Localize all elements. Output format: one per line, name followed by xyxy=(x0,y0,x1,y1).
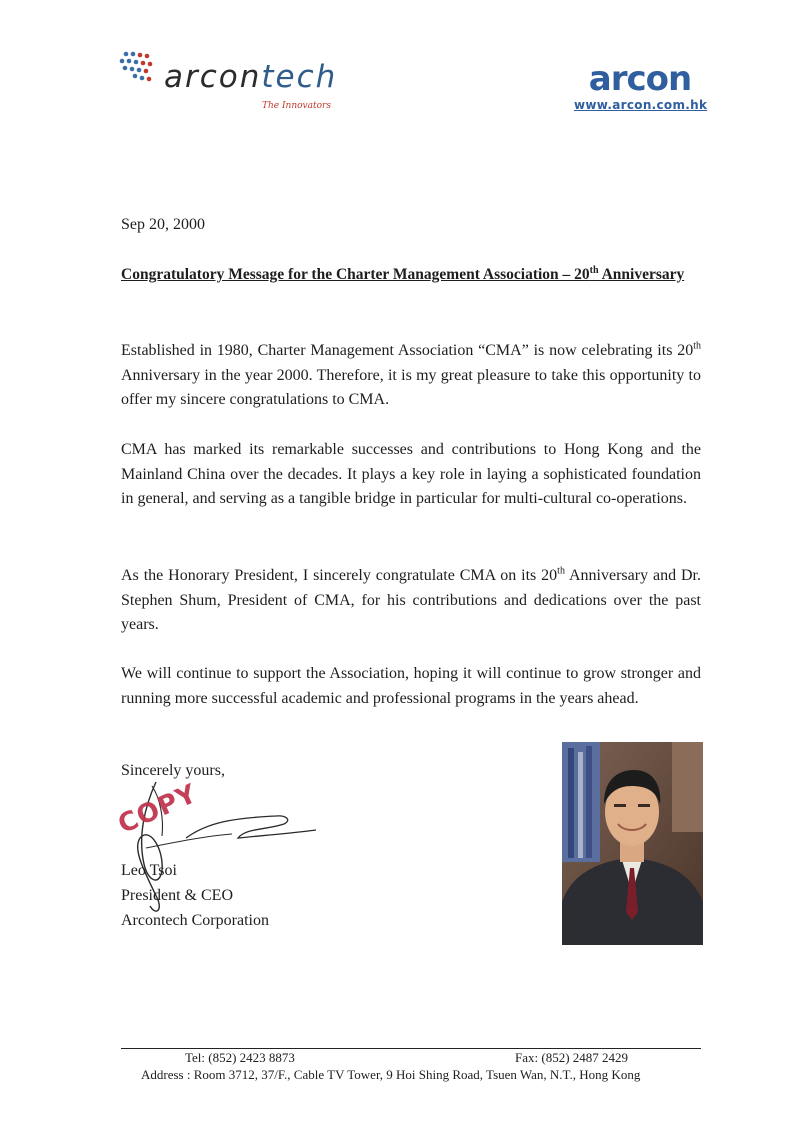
paragraph-1-sup: th xyxy=(693,340,701,352)
logo-tagline: The Innovators xyxy=(262,101,331,111)
logo-wordmark-tech: tech xyxy=(261,59,338,95)
footer-fax: Fax: (852) 2487 2429 xyxy=(515,1050,629,1065)
footer-tel: Tel: (852) 2423 8873 xyxy=(185,1050,295,1065)
paragraph-2: CMA has marked its remarkable successes and contributions to Hong Kong and the Mainland China over the decades. It plays a key role in laying a sophisticated foundation in general, and serving as a tangible bridge in particular for multi-cultural co-operations. xyxy=(121,441,701,507)
closing: Sincerely yours, xyxy=(121,762,225,779)
subject-sup: th xyxy=(589,264,599,276)
signatory-company: Arcontech Corporation xyxy=(121,912,269,929)
arcon-url: www.arcon.com.hk xyxy=(574,98,708,112)
paragraph-3-part1: As the Honorary President, I sincerely congratulate CMA on its 20 xyxy=(121,567,558,584)
footer-divider xyxy=(121,1048,701,1049)
paragraph-3-part2: Anniversary and Dr. Stephen Shum, President of CMA, for his contributions and dedications over the past years. xyxy=(121,567,701,633)
paragraph-3 xyxy=(121,564,701,638)
signatory-name: Leo Tsoi xyxy=(121,862,177,879)
portrait-photo xyxy=(562,742,703,945)
paragraph-1-part2: Anniversary in the year 2000. Therefore, it is my great pleasure to take this opportunity to offer my sincere congratulations to CMA. xyxy=(121,366,701,408)
copy-stamp: COPY xyxy=(113,778,202,840)
arcon-wordmark: arcon xyxy=(588,59,692,99)
paragraph-3-sup: th xyxy=(557,565,565,577)
subject-end: Anniversary xyxy=(598,266,685,283)
logo-wordmark xyxy=(164,59,338,95)
letter-date: Sep 20, 2000 xyxy=(121,216,205,233)
footer-address: Address : Room 3712, 37/F., Cable TV Tower, 9 Hoi Shing Road, Tsuen Wan, N.T., Hong Kong xyxy=(141,1067,641,1082)
paragraph-1-part1: Established in 1980, Charter Management Association “CMA” is now celebrating its 20 xyxy=(121,342,694,359)
letter-subject xyxy=(121,266,684,284)
portrait-image xyxy=(562,742,703,945)
subject-main: Congratulatory Message for the Charter Management Association – 20 xyxy=(121,266,590,283)
signatory-title: President & CEO xyxy=(121,887,233,904)
logo-dots-icon xyxy=(118,50,166,90)
arcon-logo xyxy=(574,60,706,118)
paragraph-4: We will continue to support the Association, hoping it will continue to grow stronger and running more successful academic and professional programs in the years ahead. xyxy=(121,665,701,707)
arcontech-logo xyxy=(118,48,348,118)
logo-wordmark-arcon: arcon xyxy=(164,59,262,95)
paragraph-1 xyxy=(121,339,701,413)
